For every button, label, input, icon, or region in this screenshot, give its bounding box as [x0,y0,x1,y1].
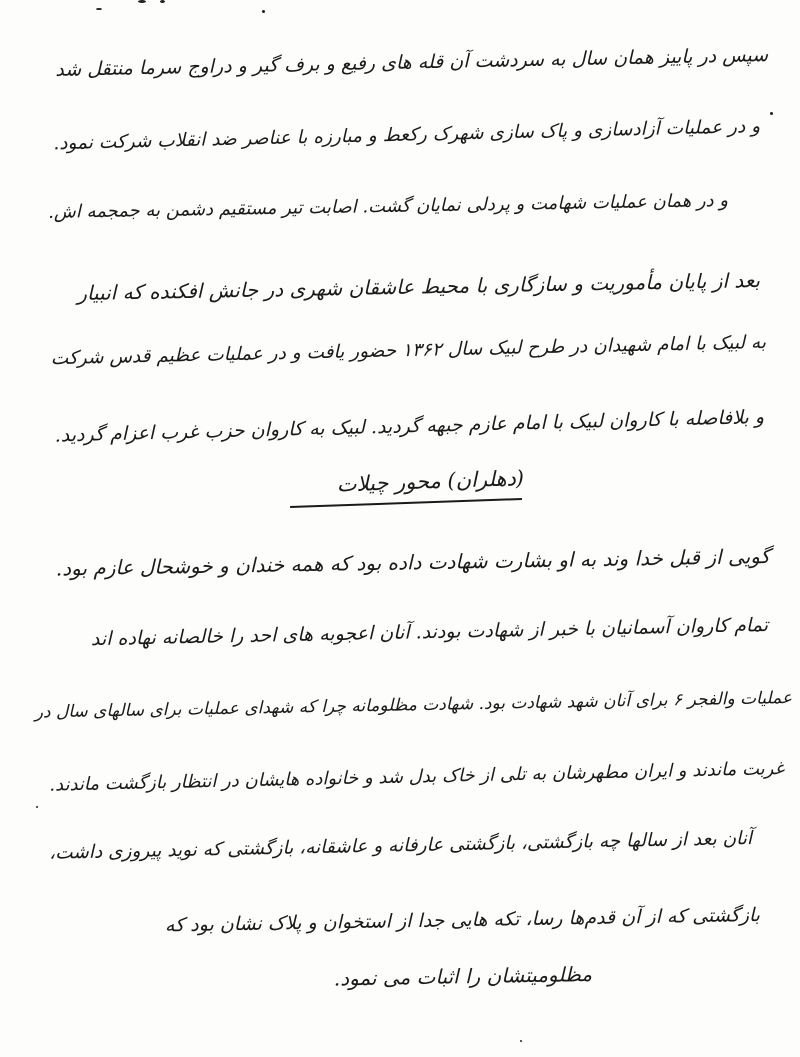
text-line-7-location: (دهلران) محور چیلات [336,466,525,497]
ink-speck [138,0,146,3]
text-line-14: مظلومیتشان را اثبات می نمود. [333,962,593,991]
text-line-11: غربت ماندند و ایران مطهرشان به تلی از خاک بدل شد و خانواده هایشان در انتظار بازگشت ماندند. [49,758,785,796]
text-line-5: به لبیک با امام شهیدان در طرح لبیک سال ۱۳۶۲ حضور یافت و در عملیات عظیم قدس شرکت [50,332,767,370]
ink-speck [96,8,102,10]
ink-speck [262,10,265,13]
ink-dot [36,806,38,808]
text-line-8: گویی از قبل خدا وند به او بشارت شهادت داده بود که همه خندان و خوشحال عازم بود. [55,544,771,581]
text-line-2: و در عملیات آزادسازی و پاک سازی شهرک رکعط و مبارزه با عناصر ضد انقلاب شرکت نمود. [53,116,761,155]
text-line-3: و در همان عملیات شهامت و پردلی نمایان گشت. اصابت تیر مستقیم دشمن به جمجمه اش. [47,190,729,223]
ink-dot [520,1040,522,1042]
text-line-9: تمام کاروان آسمانیان با خبر از شهادت بودند. آنان اعجوبه های احد را خالصانه نهاده اند [90,614,769,651]
location-underline [290,498,522,508]
text-line-12: آنان بعد از سالها چه بازگشتی، بازگشتی عارفانه و عاشقانه، بازگشتی که نوید پیروزی داشت، [48,828,753,864]
text-line-6: و بلافاصله با کاروان لبیک با امام عازم جبهه گردید. لبیک به کاروان حزب غرب اعزام گردید. [54,406,765,447]
ink-speck [160,0,165,3]
ink-dot [770,112,773,115]
text-line-10: عملیات والفجر ۶ برای آنان شهد شهادت بود. شهادت مظلومانه چرا که شهدای عملیات برای سالهای سال در [34,688,793,723]
text-line-13: بازگشتی که از آن قدم‌ها رسا، تکه هایی جدا از استخوان و پلاک نشان بود که [164,904,761,937]
text-line-1: سپس در پاییز همان سال به سردشت آن قله های رفیع و برف گیر و دراوج سرما منتقل شد [55,44,769,81]
text-line-4: بعد از پایان مأموریت و سازگاری با محیط عاشقان شهری در جانش افکنده که انبیار [77,268,761,306]
